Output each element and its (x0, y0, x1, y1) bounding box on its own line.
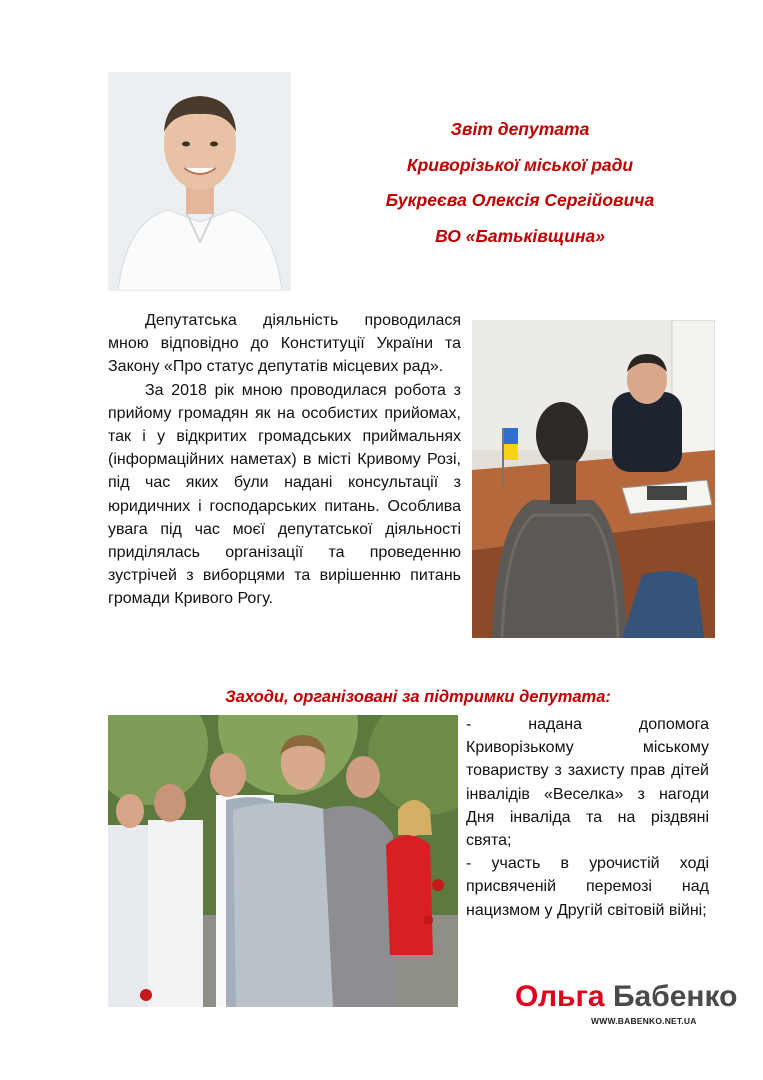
report-title (300, 112, 740, 254)
events-list (466, 713, 709, 922)
citizen-reception-photo (472, 320, 715, 638)
title-line: Криворізької міської ради (406, 154, 634, 175)
intro-paragraph: Депутатська діяльність проводилася мною відповідно до Конституції України та Закону «Про статус депутатів місцевих рад». (108, 312, 461, 376)
watermark-logo (515, 980, 738, 1014)
deputy-portrait-photo (108, 72, 291, 291)
victory-day-march-photo (108, 715, 458, 1007)
title-line: Букреєва Олексія Сергійовича (385, 190, 655, 210)
title-line: ВО «Батьківщина» (435, 225, 605, 246)
intro-paragraph: За 2018 рік мною проводилася робота з прийому громадян як на особистих прийомах, так і у відкритих громадських приймальнях (інформаційних наметах) в місті Кривому Розі, під час яких були надані консультації з юридичних і господарських питань. Особлива увага під час моєї депутатської діяльності приділялась організації та проведенню зустрічей з виборцями та вирішенню питань громади Кривого Рогу. (108, 381, 461, 608)
intro-text (108, 309, 461, 611)
events-heading: Заходи, організовані за підтримки депутата: (225, 688, 611, 706)
watermark-last-name: Бабенко (612, 980, 738, 1013)
list-item: - надана допомога Криворізькому міському товариству з захисту прав дітей інвалідів «Веселка» з нагоди Дня інваліда та на різдвяні свята; (466, 716, 709, 850)
watermark-first-name: Ольга (515, 980, 605, 1013)
list-item: - участь в урочистій ході присвяченій перемозі над нацизмом у Другій світовій війні; (466, 855, 709, 919)
watermark-url: WWW.BABENKO.NET.UA (591, 1016, 697, 1026)
title-line: Звіт депутата (450, 119, 590, 139)
